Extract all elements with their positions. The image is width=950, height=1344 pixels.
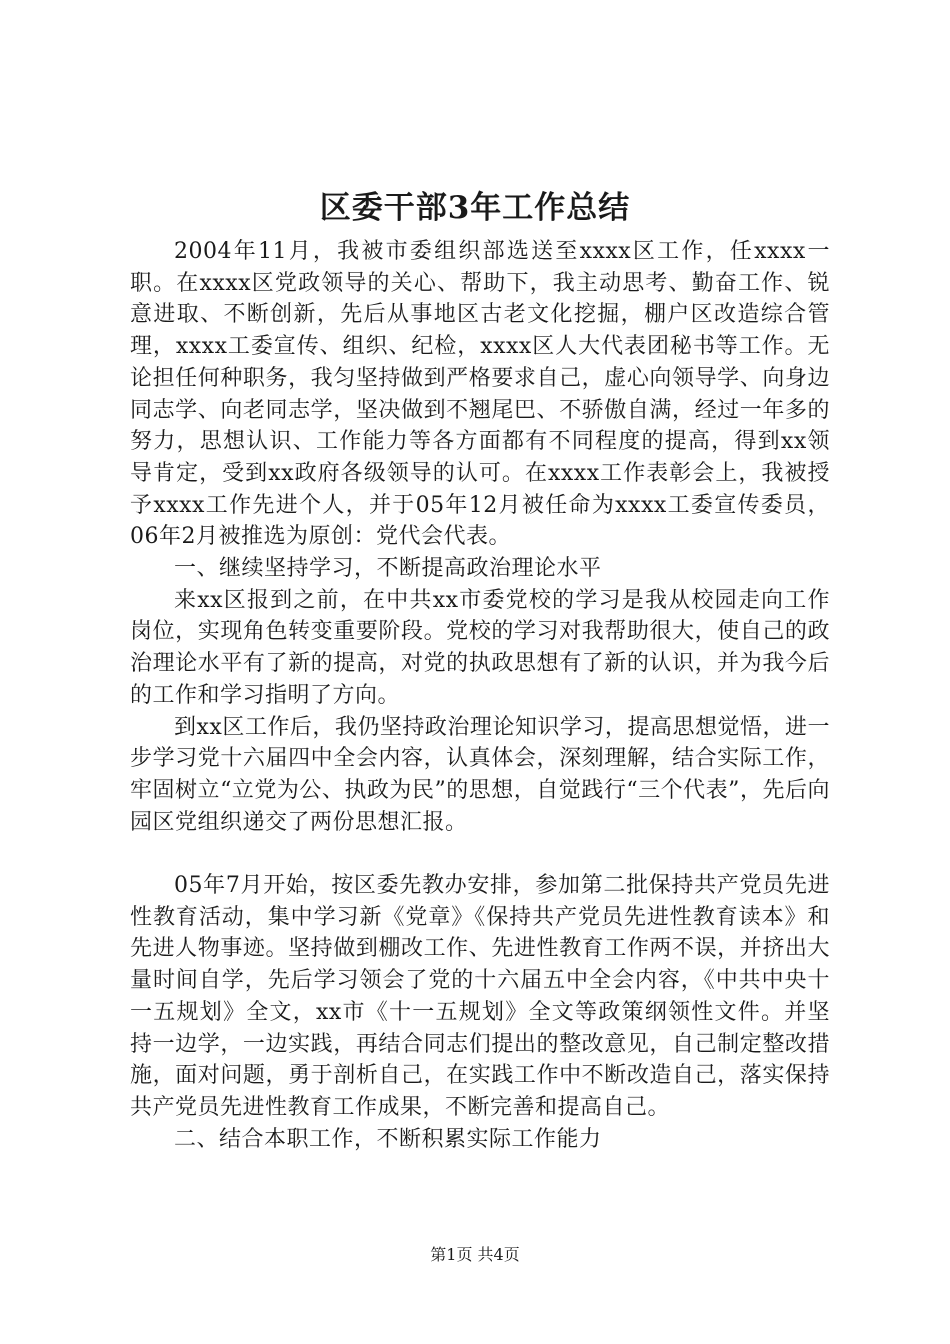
paragraph-theory-study: 到xx区工作后，我仍坚持政治理论知识学习，提高思想觉悟，进一步学习党十六届四中全会内容，认真体会，深刻理解，结合实际工作，牢固树立“立党为公、执政为民”的思想，自觉践行“三个代表”，先后向园区党组织递交了两份思想汇报。: [130, 714, 830, 835]
paragraph-advanced-education: 05年7月开始，按区委先教办安排，参加第二批保持共产党员先进性教育活动，集中学习新《党章》《保持共产党员先进性教育读本》和先进人物事迹。坚持做到棚改工作、先进性教育工作两不误，并挤出大量时间自学，先后学习领会了党的十六届五中全会内容，《中共中央十一五规划》全文，xx市《十一五规划》全文等政策纲领性文件。并坚持一边学，一边实践，再结合同志们提出的整改意见，自己制定整改措施，面对问题，勇于剖析自己，在实践工作中不断改造自己，落实保持共产党员先进性教育工作成果，不断完善和提高自己。: [130, 873, 830, 1120]
section-heading-1: 一、继续坚持学习，不断提高政治理论水平: [174, 556, 602, 582]
paragraph-intro: 2004年11月，我被市委组织部选送至xxxx区工作，任xxxx一职。在xxxx区党政领导的关心、帮助下，我主动思考、勤奋工作、锐意进取、不断创新，先后从事地区古老文化挖掘，棚户区改造综合管理，xxxx工委宣传、组织、纪检，xxxx区人大代表团秘书等工作。无论担任何种职务，我匀坚持做到严格要求自己，虚心向领导学、向身边同志学、向老同志学，坚决做到不翘尾巴、不骄傲自满，经过一年多的努力，思想认识、工作能力等各方面都有不同程度的提高，得到xx领导肯定，受到xx政府各级领导的认可。在xxxx工作表彰会上，我被授予xxxx工作先进个人，并于05年12月被任命为xxxx工委宣传委员，06年2月被推选为原创：党代会代表。: [130, 239, 830, 550]
document-title: 区委干部3年工作总结: [319, 190, 631, 226]
document-body: [130, 236, 830, 1155]
page-number-footer: 第1页 共4页: [430, 1245, 520, 1264]
section-heading-2: 二、结合本职工作，不断积累实际工作能力: [174, 1126, 602, 1152]
paragraph-party-school: 来xx区报到之前，在中共xx市委党校的学习是我从校园走向工作岗位，实现角色转变重要阶段。党校的学习对我帮助很大，使自己的政治理论水平有了新的提高，对党的执政思想有了新的认识，并为我今后的工作和学习指明了方向。: [130, 587, 830, 708]
